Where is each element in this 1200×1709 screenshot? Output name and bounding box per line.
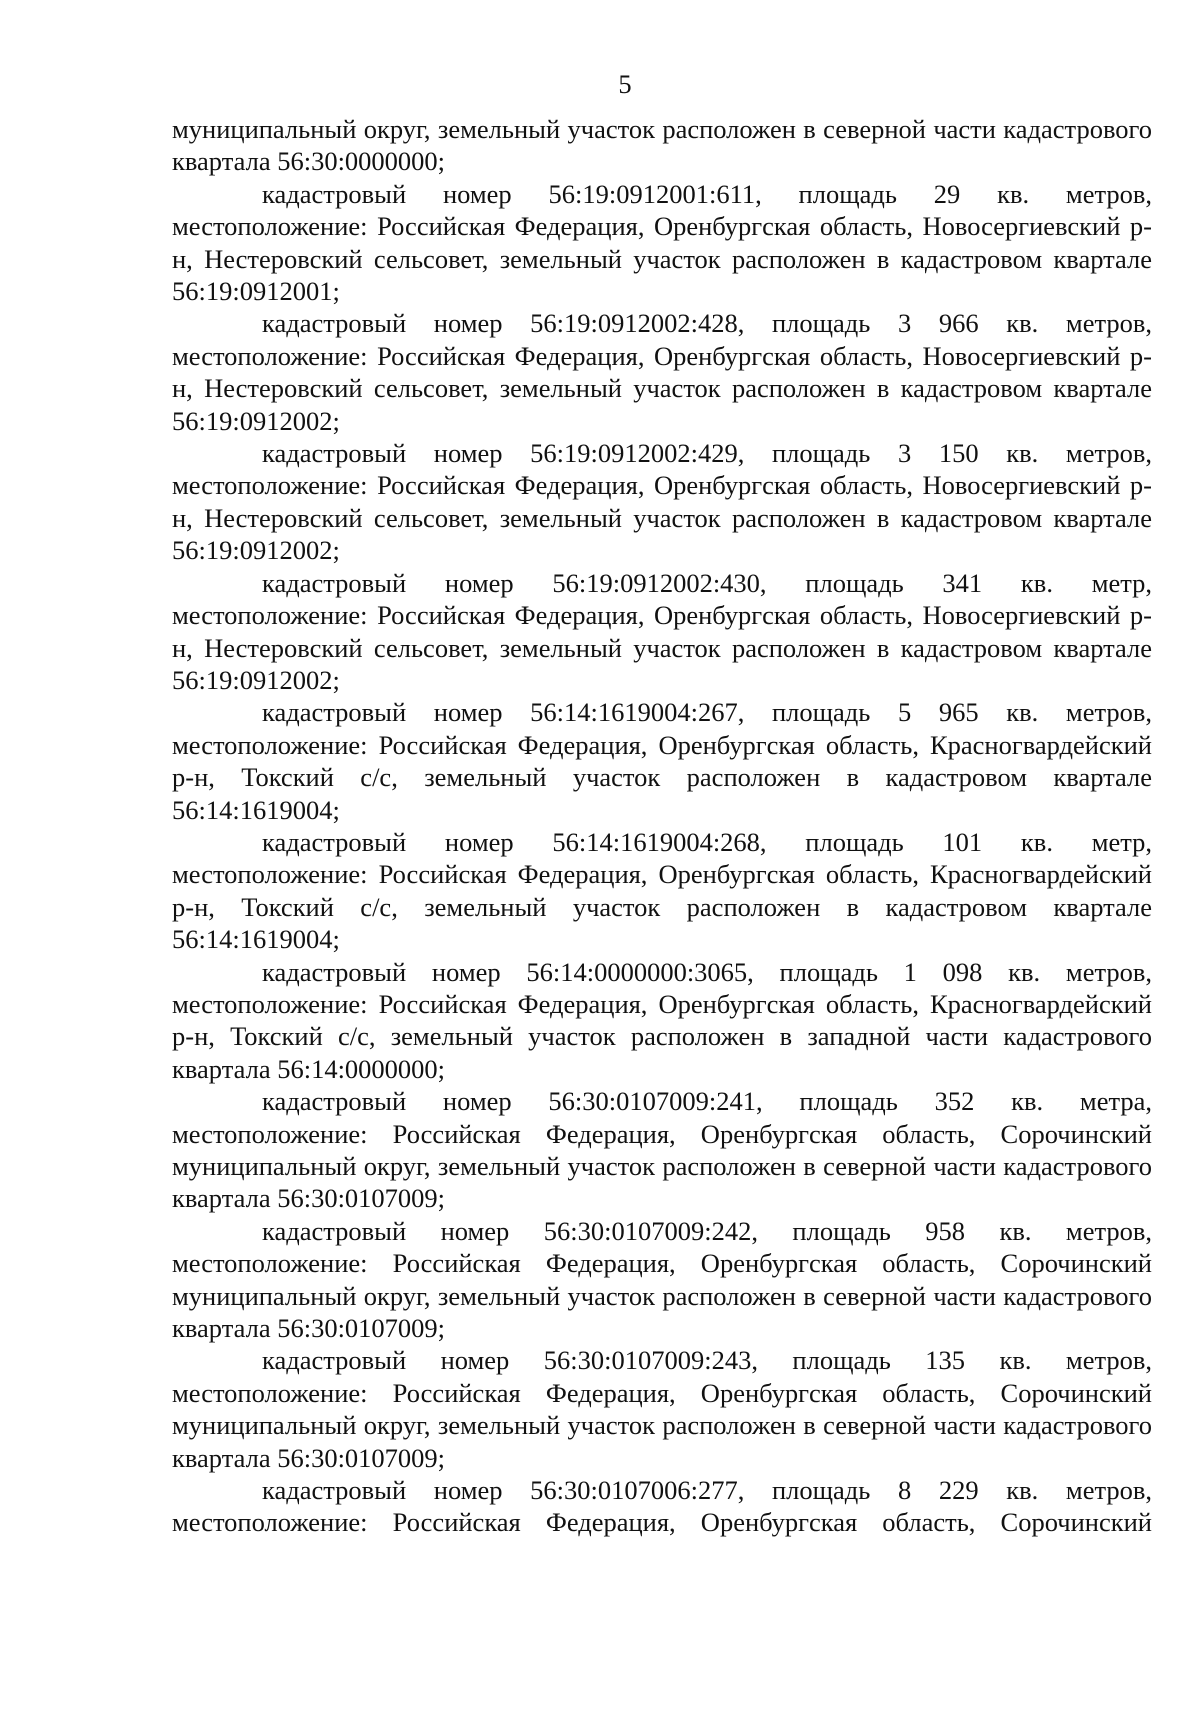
paragraph-parcel-56-19-0912001-611: кадастровый номер 56:19:0912001:611, площадь 29 кв. метров, местоположение: Российская Федерация, Оренбургская область, Новосергиевский р-н, Нестеровский сельсовет, земельный участок расположен в кадастровом квартале 56:19:0912001; [172,178,1152,307]
paragraph-parcel-56-30-0107006-277: кадастровый номер 56:30:0107006:277, площадь 8 229 кв. метров, местоположение: Российская Федерация, Оренбургская область, Сорочинский [172,1475,1152,1538]
paragraph-parcel-56-30-0107009-241: кадастровый номер 56:30:0107009:241, площадь 352 кв. метра, местоположение: Российская Федерация, Оренбургская область, Сорочинский муниципальный округ, земельный участок расположен в северной части кадастрового квартала 56:30:0107009; [172,1086,1152,1214]
page-number: 5 [618,69,632,99]
paragraph-parcel-56-19-0912002-429: кадастровый номер 56:19:0912002:429, площадь 3 150 кв. метров, местоположение: Российская Федерация, Оренбургская область, Новосергиевский р-н, Нестеровский сельсовет, земельный участок расположен в кадастровом квартале 56:19:0912002; [172,438,1152,566]
document-body [172,113,1152,1539]
paragraph-continuation: муниципальный округ, земельный участок расположен в северной части кадастрового квартала 56:30:0000000; [172,114,1152,177]
paragraph-parcel-56-14-1619004-268: кадастровый номер 56:14:1619004:268, площадь 101 кв. метр, местоположение: Российская Федерация, Оренбургская область, Красногвардейский р-н, Токский с/с, земельный участок расположен в кадастровом квартале 56:14:1619004; [172,826,1152,955]
paragraph-parcel-56-30-0107009-242: кадастровый номер 56:30:0107009:242, площадь 958 кв. метров, местоположение: Российская Федерация, Оренбургская область, Сорочинский муниципальный округ, земельный участок расположен в северной части кадастрового квартала 56:30:0107009; [172,1215,1152,1344]
paragraph-parcel-56-19-0912002-430: кадастровый номер 56:19:0912002:430, площадь 341 кв. метр, местоположение: Российская Федерация, Оренбургская область, Новосергиевский р-н, Нестеровский сельсовет, земельный участок расположен в кадастровом квартале 56:19:0912002; [172,567,1152,695]
paragraph-parcel-56-30-0107009-243: кадастровый номер 56:30:0107009:243, площадь 135 кв. метров, местоположение: Российская Федерация, Оренбургская область, Сорочинский муниципальный округ, земельный участок расположен в северной части кадастрового квартала 56:30:0107009; [172,1345,1152,1473]
paragraph-parcel-56-19-0912002-428: кадастровый номер 56:19:0912002:428, площадь 3 966 кв. метров, местоположение: Российская Федерация, Оренбургская область, Новосергиевский р-н, Нестеровский сельсовет, земельный участок расположен в кадастровом квартале 56:19:0912002; [172,308,1152,436]
paragraph-parcel-56-14-0000000-3065: кадастровый номер 56:14:0000000:3065, площадь 1 098 кв. метров, местоположение: Российская Федерация, Оренбургская область, Красногвардейский р-н, Токский с/с, земельный участок расположен в западной части кадастрового квартала 56:14:0000000; [172,956,1152,1084]
paragraph-parcel-56-14-1619004-267: кадастровый номер 56:14:1619004:267, площадь 5 965 кв. метров, местоположение: Российская Федерация, Оренбургская область, Красногвардейский р-н, Токский с/с, земельный участок расположен в кадастровом квартале 56:14:1619004; [172,697,1152,825]
